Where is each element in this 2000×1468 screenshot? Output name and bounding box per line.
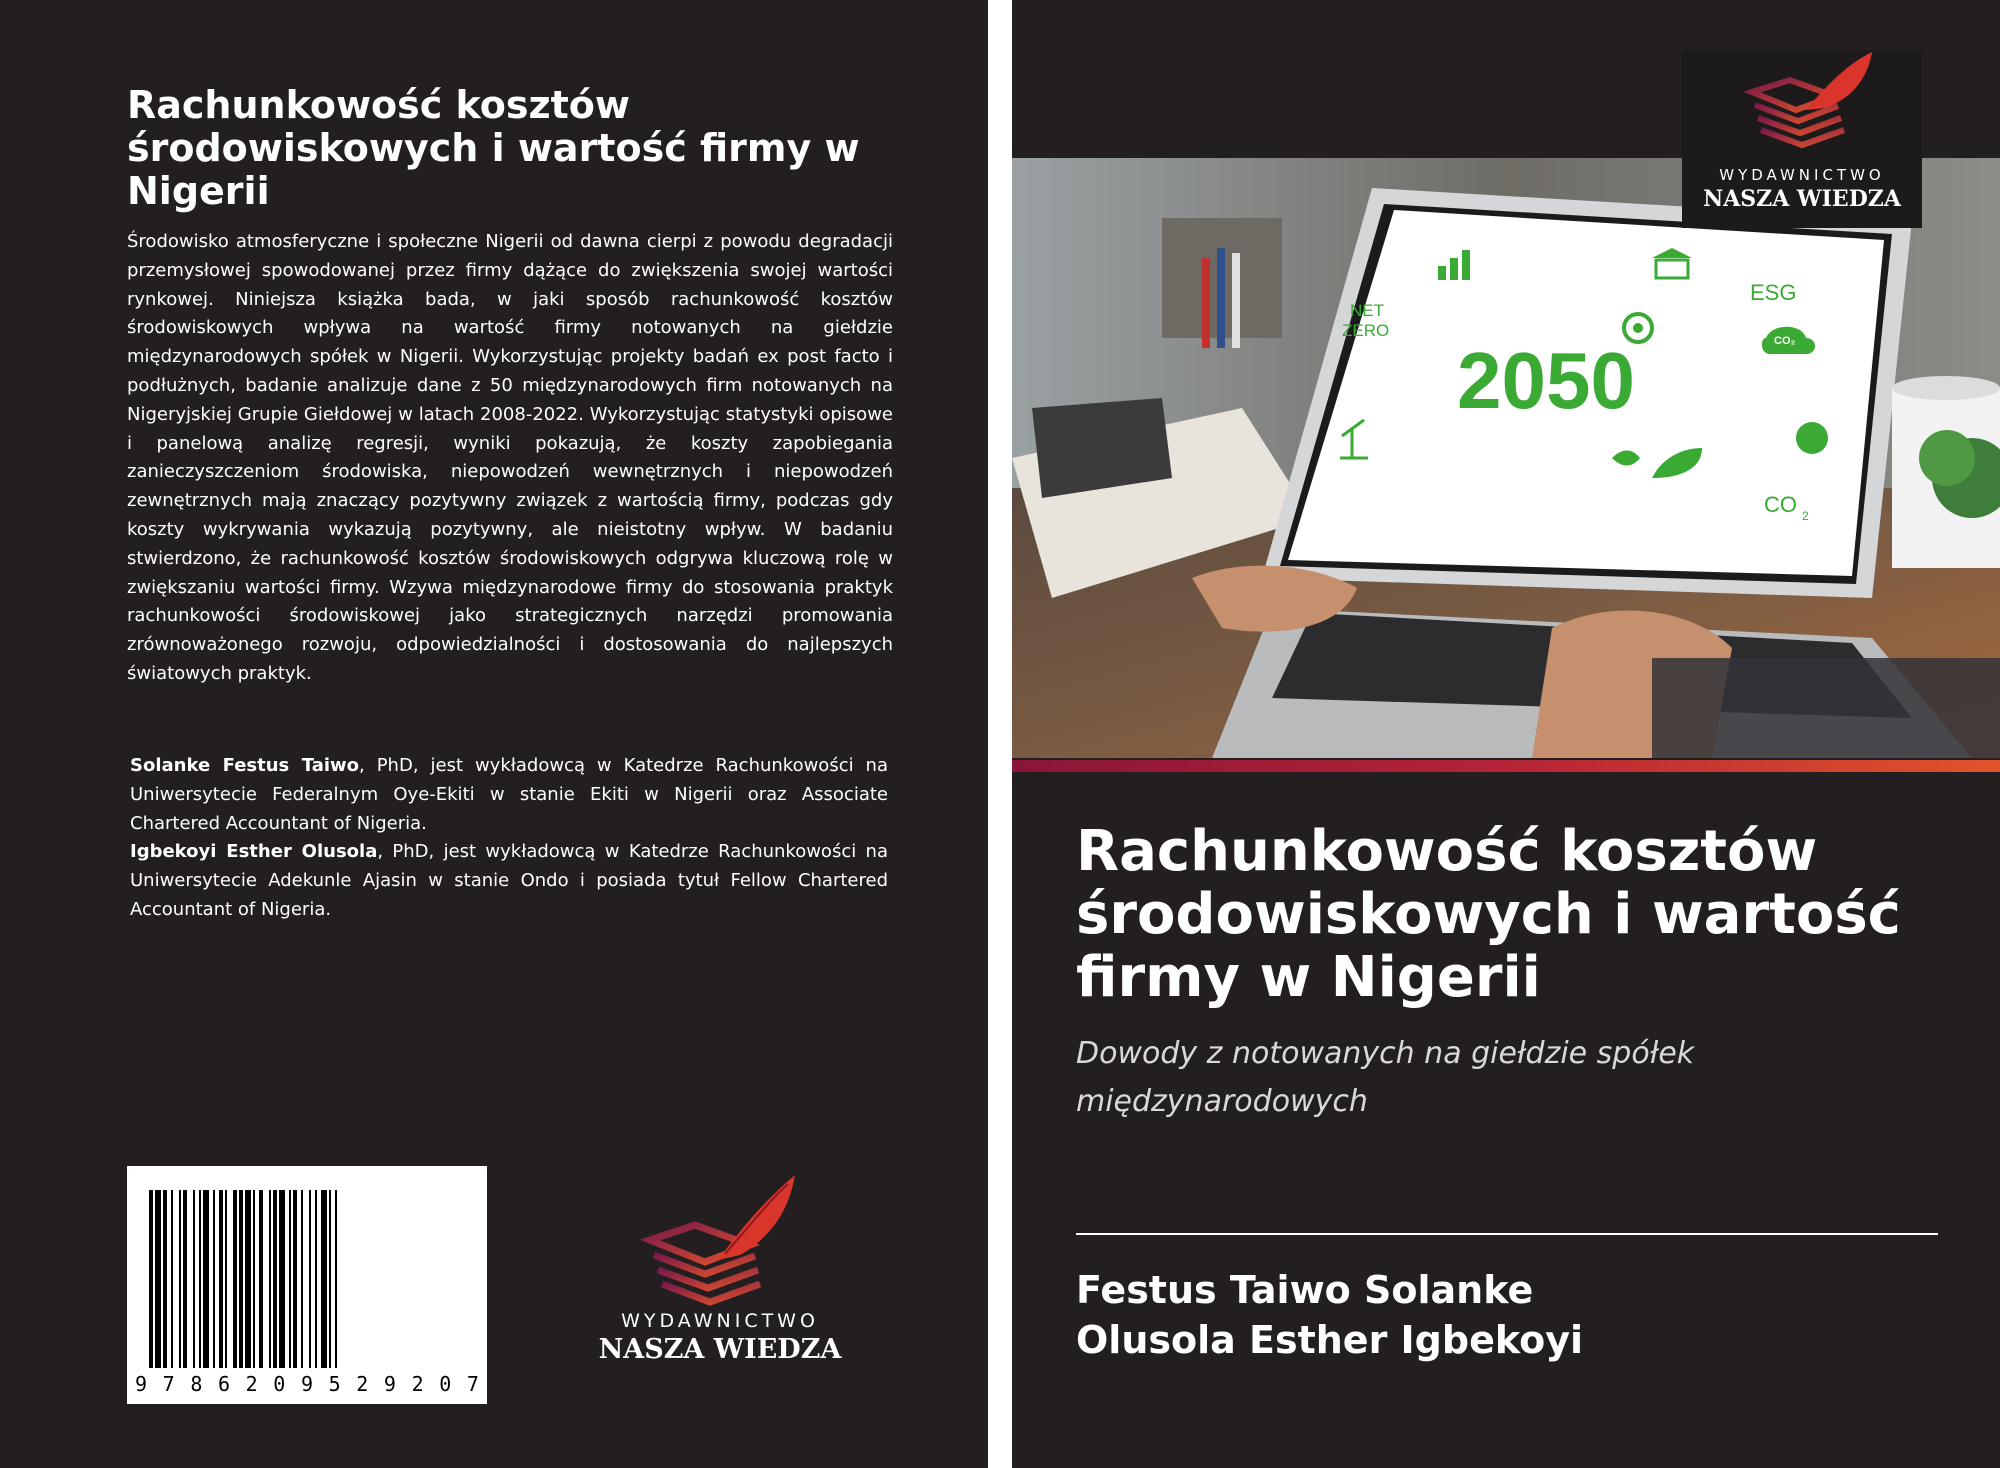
net-zero-label-line2: ZERO [1342, 321, 1390, 340]
barcode-bar [233, 1190, 237, 1368]
author-name: Olusola Esther Igbekoyi [1076, 1318, 1584, 1362]
barcode-bar [239, 1190, 243, 1368]
barcode-bar [301, 1190, 303, 1368]
front-cover [1012, 0, 2000, 1468]
barcode-bar [259, 1190, 263, 1368]
cover-photo-laptop [1012, 158, 2000, 758]
barcode-bar [219, 1190, 223, 1368]
isbn-digit: 9 [383, 1372, 396, 1396]
publisher-label-top: WYDAWNICTWO [1719, 166, 1885, 184]
isbn-number [135, 1372, 479, 1396]
isbn-digit: 7 [162, 1372, 175, 1396]
isbn-digit: 5 [328, 1372, 341, 1396]
barcode-bar [163, 1190, 167, 1368]
barcode-bar [225, 1190, 227, 1368]
barcode-bar [155, 1190, 161, 1368]
barcode-bar [199, 1190, 201, 1368]
isbn-digit: 6 [217, 1372, 231, 1396]
author-bios [130, 752, 888, 925]
barcode-bar [213, 1190, 215, 1368]
co2-cloud-label: CO₂ [1774, 335, 1796, 347]
front-cover-subtitle: Dowody z notowanych na giełdzie spółek międzynarodowych [1076, 1036, 1695, 1119]
publisher-label-bottom: NASZA WIEDZA [1703, 186, 1901, 212]
isbn-digit: 2 [411, 1372, 424, 1396]
barcode-bar [245, 1190, 251, 1368]
co2-label: CO [1764, 492, 1797, 517]
barcode-bar [279, 1190, 285, 1368]
publisher-logo [590, 1170, 850, 1370]
isbn-digit: 0 [273, 1372, 286, 1396]
co2-subscript: 2 [1802, 509, 1809, 523]
author-bio-name: Solanke Festus Taiwo [130, 755, 360, 776]
barcode-bar [203, 1190, 209, 1368]
isbn-digit: 0 [439, 1372, 452, 1396]
isbn-digit: 8 [190, 1372, 203, 1396]
isbn-digit: 2 [245, 1372, 258, 1396]
spine-gap [988, 0, 1012, 1468]
barcode-bar [171, 1190, 173, 1368]
author-bio-name: Igbekoyi Esther Olusola [130, 841, 378, 863]
isbn-digit: 9 [300, 1372, 313, 1396]
barcode-bar [253, 1190, 255, 1368]
barcode-bar [269, 1190, 271, 1368]
author-bio [130, 752, 888, 838]
back-cover-description: Środowisko atmosferyczne i społeczne Nigerii od dawna cierpi z powodu degradacji przemysłowej spowodowanej przez firmy dążące do zwiększenia swojej wartości rynkowej. Niniejsza książka bada, w jaki sposób rachunkowość kosztów środowiskowych wpływa na wartość firmy notowanych na giełdzie międzynarodowych spółek w Nigerii. Wykorzystując projekty badań ex post facto i podłużnych, badanie analizuje dane z 50 międzynarodowych firm notowanych na Nigeryjskiej Grupie Giełdowej w latach 2008-2022. Wykorzystując statystyki opisowe i panelową analizę regresji, wyniki pokazują, że koszty zapobiegania zanieczyszczeniom środowiska, niepowodzeń wewnętrznych i niepowodzeń zewnętrznych mają znaczący pozytywny związek z wartością firmy, podczas gdy koszty wykrywania wykazują pozytywny, ale nieistotny wpływ. W badaniu stwierdzono, że rachunkowość kosztów środowiskowych odgrywa kluczową rolę w zwiększaniu wartości firmy. Wzywa międzynarodowe firmy do stosowania praktyk rachunkowości środowiskowej jako strategicznych narzędzi promowania zrównoważonego rozwoju, odpowiedzialności i dostosowania do najlepszych światowych praktyk. [127, 231, 893, 684]
back-cover [0, 0, 988, 1468]
barcode-bar [193, 1190, 195, 1368]
barcode-bar [293, 1190, 297, 1368]
author-bio-text: , PhD, jest wykładowcą w Katedrze Rachunkowości na Uniwersytecie Federalnym Oye-Ekiti w stanie Ekiti w Nigerii oraz Associate Chartered Accountant of Nigeria. [130, 755, 888, 834]
barcode-bar [321, 1190, 327, 1368]
barcode-bar [315, 1190, 317, 1368]
net-zero-label-line1: NET [1350, 301, 1384, 320]
barcode-bar [309, 1190, 311, 1368]
esg-label: ESG [1750, 280, 1797, 305]
publisher-label-top: WYDAWNICTWO [621, 1310, 819, 1332]
back-cover-title: Rachunkowość kosztów środowiskowych i wartość firmy w Nigerii [127, 83, 860, 213]
barcode-bar [335, 1190, 337, 1368]
barcode-bar [329, 1190, 331, 1368]
barcode-bars [127, 1166, 487, 1404]
laptop-photo-illustration [1012, 158, 2000, 758]
barcode-bar [183, 1190, 187, 1368]
accent-bar [1012, 760, 2000, 772]
isbn-digit: 2 [356, 1372, 369, 1396]
year-2050-label: 2050 [1457, 336, 1635, 425]
front-cover-title: Rachunkowość kosztów środowiskowych i wartość firmy w Nigerii [1076, 819, 1901, 1010]
barcode-bar [149, 1190, 153, 1368]
publisher-label-bottom: NASZA WIEDZA [598, 1334, 842, 1365]
isbn-digit: 7 [466, 1372, 479, 1396]
book-quill-icon [590, 1170, 850, 1310]
author-bio-text: , PhD, jest wykładowcą w Katedrze Rachunkowości na Uniwersytecie Adekunle Ajasin w stanie Ondo i posiada tytuł Fellow Chartered Accountant of Nigeria. [130, 841, 888, 920]
barcode-bar [273, 1190, 277, 1368]
publisher-logo-front [1682, 50, 1922, 228]
author-list [1076, 1265, 1956, 1365]
barcode-bar [289, 1190, 291, 1368]
author-bio [130, 838, 888, 924]
isbn-barcode [127, 1166, 487, 1404]
book-quill-icon [1682, 50, 1922, 170]
isbn-digit: 9 [135, 1372, 148, 1396]
barcode-bar [179, 1190, 181, 1368]
author-name: Festus Taiwo Solanke [1076, 1268, 1534, 1312]
divider [1076, 1233, 1938, 1235]
